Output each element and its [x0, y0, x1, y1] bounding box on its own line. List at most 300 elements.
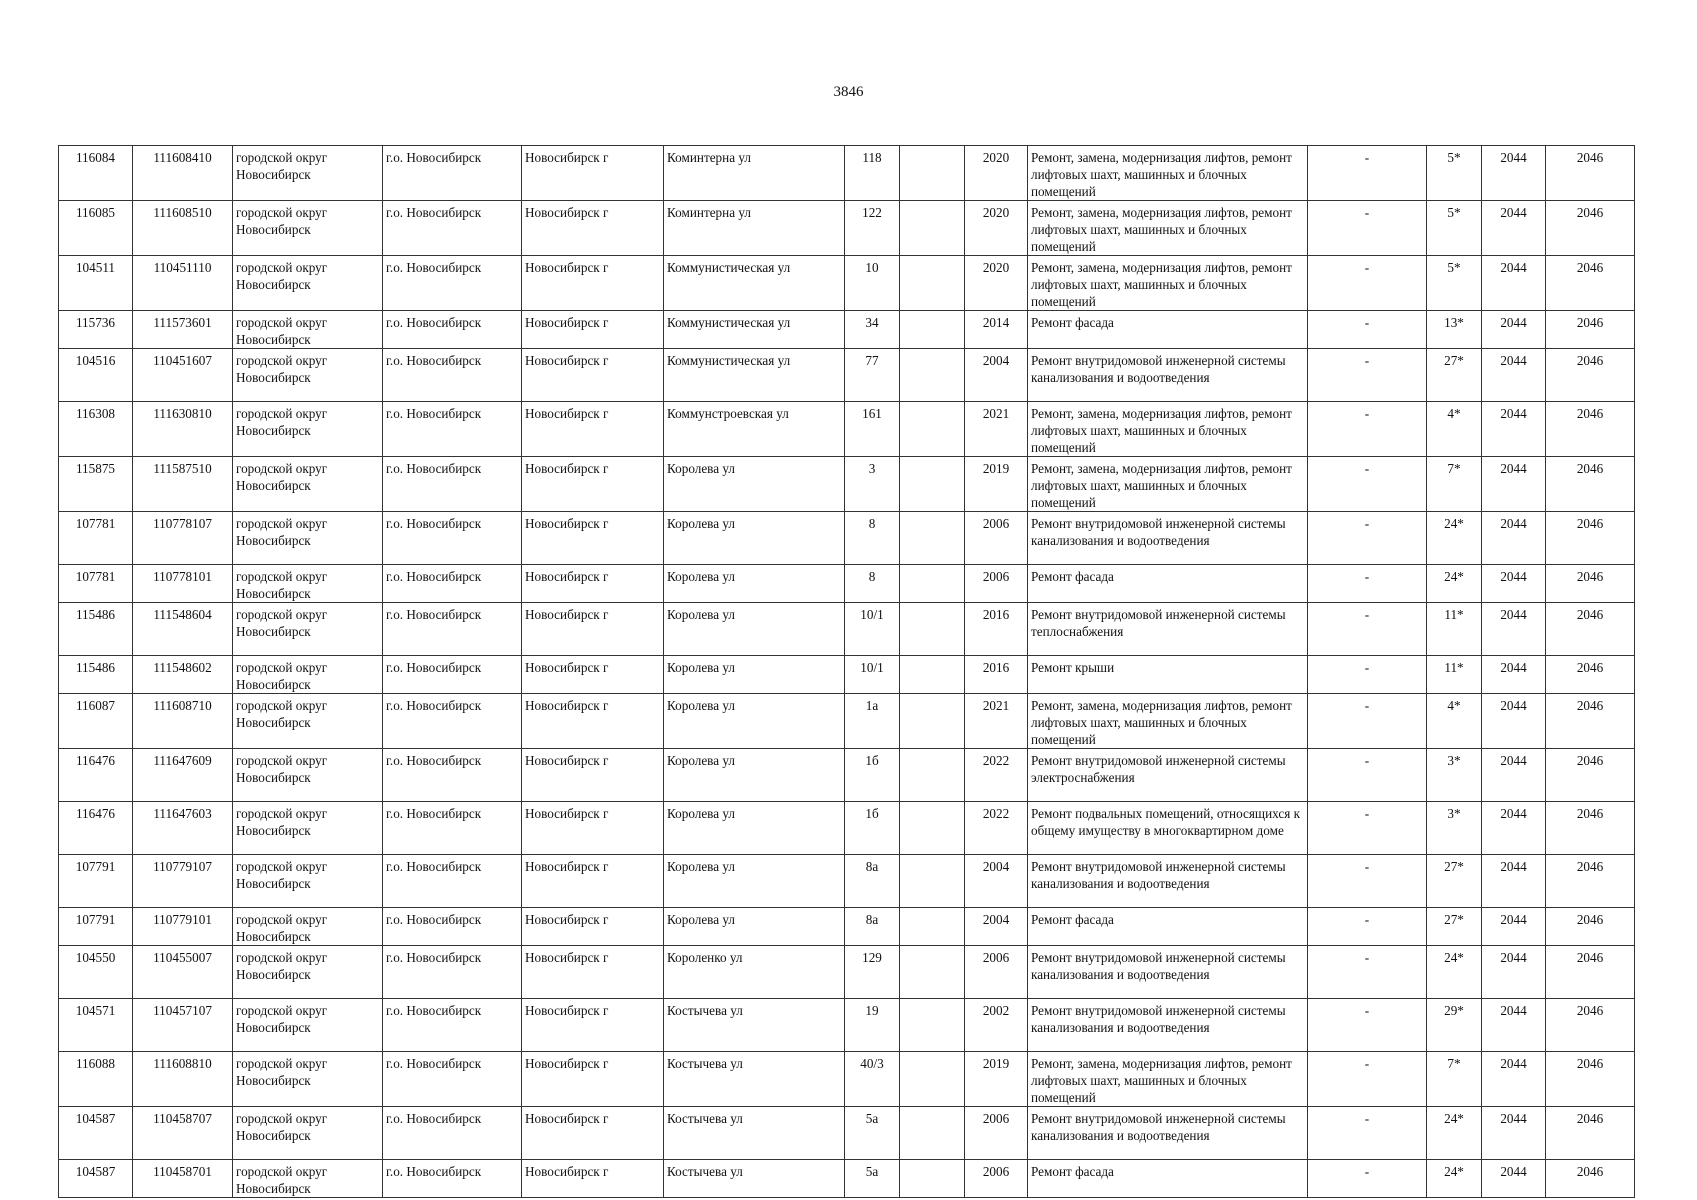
cell-building — [900, 1052, 965, 1107]
cell-district: г.о. Новосибирск — [383, 402, 522, 457]
cell-year-to: 2046 — [1546, 603, 1635, 656]
cell-street: Королева ул — [664, 656, 845, 694]
cell-district: г.о. Новосибирск — [383, 565, 522, 603]
cell-year: 2004 — [965, 349, 1028, 402]
cell-municipality: городской округ Новосибирск — [233, 802, 383, 855]
table-row — [59, 908, 1635, 946]
cell-work: Ремонт, замена, модернизация лифтов, ремонт лифтовых шахт, машинных и блочных помещений — [1028, 201, 1308, 256]
cell-year-to: 2046 — [1546, 402, 1635, 457]
cell-year: 2021 — [965, 694, 1028, 749]
cell-id: 116476 — [59, 749, 133, 802]
cell-year-from: 2044 — [1482, 999, 1546, 1052]
cell-code: 110779101 — [133, 908, 233, 946]
cell-district: г.о. Новосибирск — [383, 1160, 522, 1198]
cell-dash: - — [1308, 1052, 1427, 1107]
cell-code: 111573601 — [133, 311, 233, 349]
table-row — [59, 349, 1635, 402]
cell-code: 111608710 — [133, 694, 233, 749]
cell-city: Новосибирск г — [522, 457, 664, 512]
cell-house: 8а — [845, 855, 900, 908]
cell-dash: - — [1308, 694, 1427, 749]
registry-table — [58, 145, 1635, 1198]
cell-rating: 3* — [1427, 802, 1482, 855]
cell-city: Новосибирск г — [522, 349, 664, 402]
cell-house: 1а — [845, 694, 900, 749]
cell-city: Новосибирск г — [522, 1107, 664, 1160]
cell-house: 3 — [845, 457, 900, 512]
cell-street: Костычева ул — [664, 999, 845, 1052]
cell-city: Новосибирск г — [522, 656, 664, 694]
cell-rating: 24* — [1427, 1160, 1482, 1198]
cell-house: 1б — [845, 802, 900, 855]
cell-building — [900, 908, 965, 946]
cell-city: Новосибирск г — [522, 603, 664, 656]
cell-year-from: 2044 — [1482, 457, 1546, 512]
cell-year: 2006 — [965, 1107, 1028, 1160]
cell-year: 2014 — [965, 311, 1028, 349]
table-row — [59, 311, 1635, 349]
cell-dash: - — [1308, 1160, 1427, 1198]
cell-city: Новосибирск г — [522, 565, 664, 603]
cell-year-from: 2044 — [1482, 749, 1546, 802]
cell-city: Новосибирск г — [522, 201, 664, 256]
cell-dash: - — [1308, 256, 1427, 311]
cell-city: Новосибирск г — [522, 1160, 664, 1198]
cell-work: Ремонт фасада — [1028, 311, 1308, 349]
cell-city: Новосибирск г — [522, 855, 664, 908]
cell-city: Новосибирск г — [522, 749, 664, 802]
cell-dash: - — [1308, 201, 1427, 256]
cell-year-from: 2044 — [1482, 946, 1546, 999]
table-row — [59, 1107, 1635, 1160]
cell-street: Коминтерна ул — [664, 201, 845, 256]
cell-year-to: 2046 — [1546, 1160, 1635, 1198]
cell-municipality: городской округ Новосибирск — [233, 146, 383, 201]
table-row — [59, 656, 1635, 694]
cell-code: 111647603 — [133, 802, 233, 855]
cell-street: Королева ул — [664, 603, 845, 656]
cell-building — [900, 802, 965, 855]
cell-year-to: 2046 — [1546, 749, 1635, 802]
cell-id: 107791 — [59, 855, 133, 908]
cell-house: 129 — [845, 946, 900, 999]
cell-street: Королева ул — [664, 855, 845, 908]
cell-house: 34 — [845, 311, 900, 349]
cell-year-from: 2044 — [1482, 603, 1546, 656]
cell-district: г.о. Новосибирск — [383, 802, 522, 855]
table-row — [59, 146, 1635, 201]
cell-id: 107781 — [59, 512, 133, 565]
table-row — [59, 1160, 1635, 1198]
cell-id: 116084 — [59, 146, 133, 201]
cell-city: Новосибирск г — [522, 694, 664, 749]
table-row — [59, 694, 1635, 749]
cell-dash: - — [1308, 855, 1427, 908]
cell-rating: 29* — [1427, 999, 1482, 1052]
cell-house: 77 — [845, 349, 900, 402]
cell-work: Ремонт фасада — [1028, 565, 1308, 603]
cell-district: г.о. Новосибирск — [383, 311, 522, 349]
cell-house: 40/3 — [845, 1052, 900, 1107]
cell-dash: - — [1308, 603, 1427, 656]
cell-building — [900, 349, 965, 402]
cell-building — [900, 256, 965, 311]
cell-city: Новосибирск г — [522, 908, 664, 946]
cell-street: Короленко ул — [664, 946, 845, 999]
table-row — [59, 512, 1635, 565]
cell-code: 110778101 — [133, 565, 233, 603]
cell-rating: 7* — [1427, 457, 1482, 512]
cell-id: 116308 — [59, 402, 133, 457]
cell-municipality: городской округ Новосибирск — [233, 565, 383, 603]
cell-id: 115875 — [59, 457, 133, 512]
cell-id: 116087 — [59, 694, 133, 749]
cell-year-to: 2046 — [1546, 656, 1635, 694]
cell-street: Коммунстроевская ул — [664, 402, 845, 457]
cell-municipality: городской округ Новосибирск — [233, 349, 383, 402]
cell-building — [900, 1107, 965, 1160]
cell-building — [900, 694, 965, 749]
cell-code: 111587510 — [133, 457, 233, 512]
cell-work: Ремонт внутридомовой инженерной системы канализования и водоотведения — [1028, 1107, 1308, 1160]
cell-district: г.о. Новосибирск — [383, 146, 522, 201]
cell-work: Ремонт, замена, модернизация лифтов, ремонт лифтовых шахт, машинных и блочных помещений — [1028, 694, 1308, 749]
cell-code: 111647609 — [133, 749, 233, 802]
cell-code: 110451110 — [133, 256, 233, 311]
cell-year: 2006 — [965, 1160, 1028, 1198]
cell-dash: - — [1308, 656, 1427, 694]
cell-city: Новосибирск г — [522, 946, 664, 999]
cell-year-from: 2044 — [1482, 855, 1546, 908]
cell-dash: - — [1308, 402, 1427, 457]
table-body — [59, 146, 1635, 1198]
cell-year-from: 2044 — [1482, 512, 1546, 565]
cell-street: Королева ул — [664, 802, 845, 855]
cell-year-to: 2046 — [1546, 311, 1635, 349]
cell-year: 2006 — [965, 946, 1028, 999]
cell-dash: - — [1308, 512, 1427, 565]
cell-district: г.о. Новосибирск — [383, 1107, 522, 1160]
cell-year: 2019 — [965, 1052, 1028, 1107]
cell-house: 1б — [845, 749, 900, 802]
cell-dash: - — [1308, 311, 1427, 349]
cell-street: Костычева ул — [664, 1052, 845, 1107]
cell-work: Ремонт, замена, модернизация лифтов, ремонт лифтовых шахт, машинных и блочных помещений — [1028, 1052, 1308, 1107]
cell-street: Королева ул — [664, 512, 845, 565]
cell-district: г.о. Новосибирск — [383, 694, 522, 749]
cell-rating: 27* — [1427, 349, 1482, 402]
cell-year-to: 2046 — [1546, 565, 1635, 603]
cell-street: Коммунистическая ул — [664, 256, 845, 311]
cell-street: Костычева ул — [664, 1160, 845, 1198]
table-row — [59, 603, 1635, 656]
cell-house: 122 — [845, 201, 900, 256]
table-row — [59, 946, 1635, 999]
cell-building — [900, 855, 965, 908]
cell-district: г.о. Новосибирск — [383, 908, 522, 946]
cell-work: Ремонт, замена, модернизация лифтов, ремонт лифтовых шахт, машинных и блочных помещений — [1028, 256, 1308, 311]
cell-id: 115486 — [59, 656, 133, 694]
cell-building — [900, 946, 965, 999]
cell-work: Ремонт внутридомовой инженерной системы канализования и водоотведения — [1028, 512, 1308, 565]
cell-year-from: 2044 — [1482, 802, 1546, 855]
cell-district: г.о. Новосибирск — [383, 457, 522, 512]
cell-house: 19 — [845, 999, 900, 1052]
cell-work: Ремонт фасада — [1028, 1160, 1308, 1198]
cell-house: 5а — [845, 1160, 900, 1198]
cell-work: Ремонт внутридомовой инженерной системы электроснабжения — [1028, 749, 1308, 802]
cell-year: 2004 — [965, 855, 1028, 908]
cell-work: Ремонт внутридомовой инженерной системы канализования и водоотведения — [1028, 999, 1308, 1052]
cell-id: 104571 — [59, 999, 133, 1052]
cell-district: г.о. Новосибирск — [383, 512, 522, 565]
cell-dash: - — [1308, 1107, 1427, 1160]
cell-year: 2022 — [965, 749, 1028, 802]
cell-year: 2016 — [965, 603, 1028, 656]
cell-street: Королева ул — [664, 908, 845, 946]
cell-house: 5а — [845, 1107, 900, 1160]
cell-id: 107791 — [59, 908, 133, 946]
table-row — [59, 402, 1635, 457]
cell-code: 111608810 — [133, 1052, 233, 1107]
cell-street: Костычева ул — [664, 1107, 845, 1160]
cell-year-from: 2044 — [1482, 908, 1546, 946]
cell-work: Ремонт, замена, модернизация лифтов, ремонт лифтовых шахт, машинных и блочных помещений — [1028, 402, 1308, 457]
cell-house: 10/1 — [845, 603, 900, 656]
cell-municipality: городской округ Новосибирск — [233, 656, 383, 694]
table-row — [59, 999, 1635, 1052]
cell-city: Новосибирск г — [522, 256, 664, 311]
table-row — [59, 749, 1635, 802]
cell-district: г.о. Новосибирск — [383, 749, 522, 802]
cell-code: 111630810 — [133, 402, 233, 457]
cell-rating: 3* — [1427, 749, 1482, 802]
cell-id: 104587 — [59, 1160, 133, 1198]
cell-code: 110451607 — [133, 349, 233, 402]
cell-id: 116085 — [59, 201, 133, 256]
cell-municipality: городской округ Новосибирск — [233, 603, 383, 656]
cell-rating: 4* — [1427, 402, 1482, 457]
cell-work: Ремонт, замена, модернизация лифтов, ремонт лифтовых шахт, машинных и блочных помещений — [1028, 457, 1308, 512]
cell-street: Коммунистическая ул — [664, 311, 845, 349]
cell-municipality: городской округ Новосибирск — [233, 855, 383, 908]
cell-year-from: 2044 — [1482, 402, 1546, 457]
cell-year: 2022 — [965, 802, 1028, 855]
cell-dash: - — [1308, 749, 1427, 802]
table-row — [59, 565, 1635, 603]
cell-code: 110457107 — [133, 999, 233, 1052]
cell-rating: 13* — [1427, 311, 1482, 349]
cell-building — [900, 603, 965, 656]
cell-building — [900, 565, 965, 603]
cell-district: г.о. Новосибирск — [383, 603, 522, 656]
cell-year-to: 2046 — [1546, 802, 1635, 855]
cell-rating: 7* — [1427, 1052, 1482, 1107]
cell-code: 111608510 — [133, 201, 233, 256]
cell-year-to: 2046 — [1546, 349, 1635, 402]
cell-year-to: 2046 — [1546, 855, 1635, 908]
cell-year: 2006 — [965, 565, 1028, 603]
cell-house: 8 — [845, 512, 900, 565]
cell-year-from: 2044 — [1482, 256, 1546, 311]
cell-municipality: городской округ Новосибирск — [233, 999, 383, 1052]
cell-district: г.о. Новосибирск — [383, 201, 522, 256]
cell-municipality: городской округ Новосибирск — [233, 694, 383, 749]
cell-municipality: городской округ Новосибирск — [233, 1160, 383, 1198]
cell-building — [900, 457, 965, 512]
cell-municipality: городской округ Новосибирск — [233, 946, 383, 999]
table-row — [59, 256, 1635, 311]
cell-year-to: 2046 — [1546, 146, 1635, 201]
cell-rating: 24* — [1427, 565, 1482, 603]
cell-work: Ремонт внутридомовой инженерной системы теплоснабжения — [1028, 603, 1308, 656]
cell-rating: 11* — [1427, 603, 1482, 656]
cell-id: 104550 — [59, 946, 133, 999]
cell-id: 115486 — [59, 603, 133, 656]
cell-dash: - — [1308, 999, 1427, 1052]
cell-city: Новосибирск г — [522, 999, 664, 1052]
cell-year-to: 2046 — [1546, 908, 1635, 946]
cell-year-to: 2046 — [1546, 1052, 1635, 1107]
cell-municipality: городской округ Новосибирск — [233, 402, 383, 457]
cell-year: 2019 — [965, 457, 1028, 512]
cell-municipality: городской округ Новосибирск — [233, 201, 383, 256]
cell-municipality: городской округ Новосибирск — [233, 1052, 383, 1107]
cell-year-from: 2044 — [1482, 565, 1546, 603]
cell-municipality: городской округ Новосибирск — [233, 1107, 383, 1160]
cell-year: 2021 — [965, 402, 1028, 457]
cell-year-from: 2044 — [1482, 1160, 1546, 1198]
cell-year-from: 2044 — [1482, 349, 1546, 402]
cell-year-from: 2044 — [1482, 694, 1546, 749]
cell-dash: - — [1308, 457, 1427, 512]
cell-municipality: городской округ Новосибирск — [233, 512, 383, 565]
cell-building — [900, 999, 965, 1052]
cell-dash: - — [1308, 349, 1427, 402]
cell-year-from: 2044 — [1482, 311, 1546, 349]
cell-id: 115736 — [59, 311, 133, 349]
cell-dash: - — [1308, 946, 1427, 999]
cell-code: 110458707 — [133, 1107, 233, 1160]
cell-city: Новосибирск г — [522, 146, 664, 201]
table-row — [59, 201, 1635, 256]
cell-rating: 24* — [1427, 512, 1482, 565]
cell-rating: 27* — [1427, 855, 1482, 908]
cell-work: Ремонт внутридомовой инженерной системы канализования и водоотведения — [1028, 855, 1308, 908]
cell-district: г.о. Новосибирск — [383, 946, 522, 999]
cell-year-to: 2046 — [1546, 201, 1635, 256]
cell-municipality: городской округ Новосибирск — [233, 749, 383, 802]
table-row — [59, 457, 1635, 512]
cell-year: 2016 — [965, 656, 1028, 694]
cell-house: 8 — [845, 565, 900, 603]
cell-rating: 5* — [1427, 146, 1482, 201]
cell-year-from: 2044 — [1482, 1052, 1546, 1107]
cell-year: 2020 — [965, 201, 1028, 256]
cell-district: г.о. Новосибирск — [383, 999, 522, 1052]
cell-street: Королева ул — [664, 457, 845, 512]
cell-year: 2020 — [965, 146, 1028, 201]
cell-district: г.о. Новосибирск — [383, 855, 522, 908]
cell-work: Ремонт подвальных помещений, относящихся к общему имуществу в многоквартирном доме — [1028, 802, 1308, 855]
cell-municipality: городской округ Новосибирск — [233, 256, 383, 311]
cell-city: Новосибирск г — [522, 512, 664, 565]
cell-work: Ремонт, замена, модернизация лифтов, ремонт лифтовых шахт, машинных и блочных помещений — [1028, 146, 1308, 201]
cell-rating: 4* — [1427, 694, 1482, 749]
cell-year: 2006 — [965, 512, 1028, 565]
cell-building — [900, 656, 965, 694]
cell-work: Ремонт фасада — [1028, 908, 1308, 946]
cell-code: 111548602 — [133, 656, 233, 694]
cell-year-to: 2046 — [1546, 694, 1635, 749]
cell-building — [900, 512, 965, 565]
cell-year-to: 2046 — [1546, 256, 1635, 311]
cell-building — [900, 749, 965, 802]
cell-district: г.о. Новосибирск — [383, 656, 522, 694]
cell-street: Королева ул — [664, 749, 845, 802]
cell-building — [900, 146, 965, 201]
cell-rating: 24* — [1427, 1107, 1482, 1160]
cell-city: Новосибирск г — [522, 802, 664, 855]
cell-street: Коминтерна ул — [664, 146, 845, 201]
cell-building — [900, 1160, 965, 1198]
cell-year: 2004 — [965, 908, 1028, 946]
cell-municipality: городской округ Новосибирск — [233, 311, 383, 349]
cell-municipality: городской округ Новосибирск — [233, 908, 383, 946]
cell-year-from: 2044 — [1482, 146, 1546, 201]
cell-house: 10/1 — [845, 656, 900, 694]
cell-building — [900, 402, 965, 457]
cell-street: Коммунистическая ул — [664, 349, 845, 402]
cell-work: Ремонт крыши — [1028, 656, 1308, 694]
cell-id: 116088 — [59, 1052, 133, 1107]
cell-dash: - — [1308, 802, 1427, 855]
cell-house: 10 — [845, 256, 900, 311]
cell-rating: 24* — [1427, 946, 1482, 999]
cell-rating: 5* — [1427, 201, 1482, 256]
cell-rating: 27* — [1427, 908, 1482, 946]
cell-dash: - — [1308, 565, 1427, 603]
cell-street: Королева ул — [664, 565, 845, 603]
cell-id: 107781 — [59, 565, 133, 603]
cell-street: Королева ул — [664, 694, 845, 749]
cell-district: г.о. Новосибирск — [383, 1052, 522, 1107]
cell-building — [900, 311, 965, 349]
page-number: 3846 — [833, 84, 864, 100]
cell-city: Новосибирск г — [522, 1052, 664, 1107]
cell-work: Ремонт внутридомовой инженерной системы канализования и водоотведения — [1028, 946, 1308, 999]
table-row — [59, 855, 1635, 908]
cell-house: 8а — [845, 908, 900, 946]
cell-rating: 11* — [1427, 656, 1482, 694]
cell-city: Новосибирск г — [522, 402, 664, 457]
cell-year-to: 2046 — [1546, 946, 1635, 999]
cell-year-to: 2046 — [1546, 457, 1635, 512]
table-row — [59, 802, 1635, 855]
cell-year-to: 2046 — [1546, 1107, 1635, 1160]
cell-code: 111608410 — [133, 146, 233, 201]
cell-house: 118 — [845, 146, 900, 201]
cell-year-from: 2044 — [1482, 201, 1546, 256]
cell-dash: - — [1308, 908, 1427, 946]
cell-year-to: 2046 — [1546, 512, 1635, 565]
cell-rating: 5* — [1427, 256, 1482, 311]
cell-year: 2020 — [965, 256, 1028, 311]
cell-work: Ремонт внутридомовой инженерной системы канализования и водоотведения — [1028, 349, 1308, 402]
cell-year-to: 2046 — [1546, 999, 1635, 1052]
cell-building — [900, 201, 965, 256]
cell-year: 2002 — [965, 999, 1028, 1052]
